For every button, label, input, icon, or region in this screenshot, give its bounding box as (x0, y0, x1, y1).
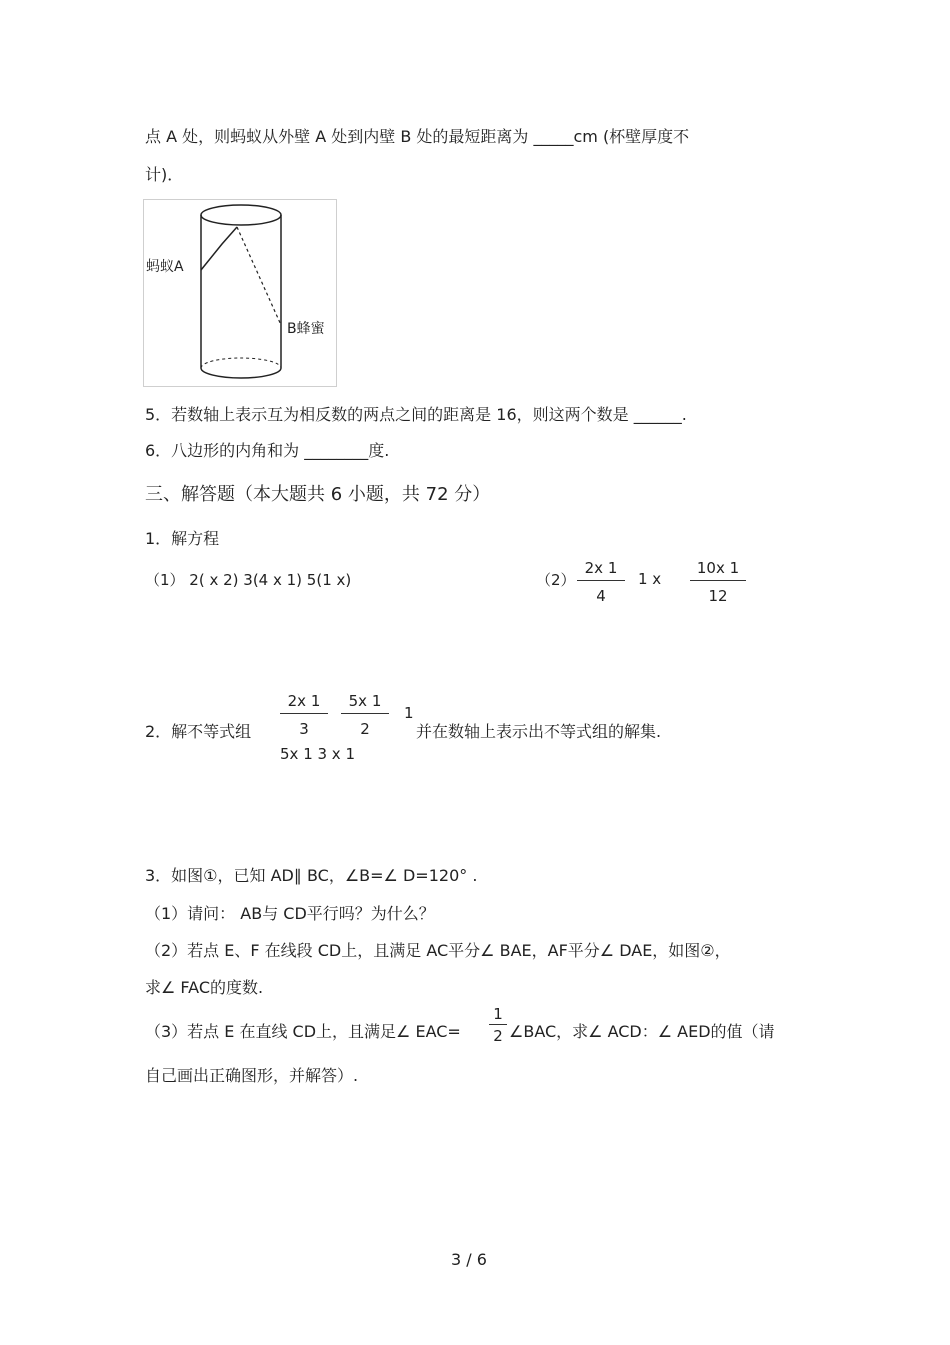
p1-eq2-frac1-den: 4 (596, 587, 606, 605)
p3-line5-pre: （3）若点 E 在直线 CD上，且满足∠ EAC= (145, 1022, 461, 1041)
p1-eq2-frac1-num: 2x 1 (577, 559, 625, 581)
p2-one: 1 (404, 704, 414, 722)
p3-line6: 自己画出正确图形，并解答）. (145, 1066, 359, 1085)
cylinder-diagram (144, 200, 336, 386)
p2-frac2-num: 5x 1 (341, 692, 389, 714)
p2-ineq2: 5x 1 3 x 1 (280, 745, 355, 763)
p1-eq2-mid: 1 x (638, 570, 662, 588)
p2-frac2 (341, 692, 389, 738)
p1-eq1: （1） 2( x 2) 3(4 x 1) 5(1 x) (145, 571, 352, 589)
p2-frac2-den: 2 (360, 720, 370, 738)
q4-text-line2: 计)． (145, 165, 184, 184)
page-number: 3 / 6 (451, 1250, 487, 1269)
p1-title: 1．解方程 (145, 529, 220, 548)
p1-eq2-label: （2） (536, 571, 576, 589)
p1-eq2-frac1 (577, 559, 625, 605)
q4-text-line1: 点 A 处，则蚂蚁从外壁 A 处到内壁 B 处的最短距离为 _____cm (杯壁厚度不 (145, 127, 690, 146)
honey-label: B蜂蜜 (287, 321, 325, 337)
q5-text: 5．若数轴上表示互为相反数的两点之间的距离是 16，则这两个数是 ______. (145, 405, 687, 424)
p2-tail: 并在数轴上表示出不等式组的解集. (416, 722, 662, 741)
p3-half-num: 1 (489, 1005, 507, 1025)
p3-line4: 求∠ FAC的度数. (145, 978, 264, 997)
p1-eq2-frac2 (690, 559, 746, 605)
p3-half-den: 2 (493, 1027, 503, 1045)
p1-eq2-frac2-den: 12 (708, 587, 728, 605)
p3-line1: 3．如图①，已知 AD∥ BC，∠B=∠ D=120° . (145, 866, 478, 885)
cylinder-figure (143, 199, 337, 387)
section3-title: 三、解答题（本大题共 6 小题，共 72 分） (145, 484, 491, 505)
p3-line3: （2）若点 E、F 在线段 CD上，且满足 AC平分∠ BAE，AF平分∠ DAE，如图②， (145, 941, 731, 960)
p1-eq2-frac2-num: 10x 1 (690, 559, 746, 581)
p2-frac1 (280, 692, 328, 738)
p2-frac1-den: 3 (299, 720, 309, 738)
p3-line5-post: ∠BAC，求∠ ACD：∠ AED的值（请 (509, 1022, 775, 1041)
p3-line2: （1）请问： AB与 CD平行吗？为什么？ (145, 904, 435, 923)
p2-frac1-num: 2x 1 (280, 692, 328, 714)
p2-label: 2．解不等式组 (145, 722, 252, 741)
ant-label: 蚂蚁A (146, 259, 184, 275)
p3-half-frac (489, 1005, 507, 1045)
q6-text: 6．八边形的内角和为 ________度. (145, 441, 390, 460)
